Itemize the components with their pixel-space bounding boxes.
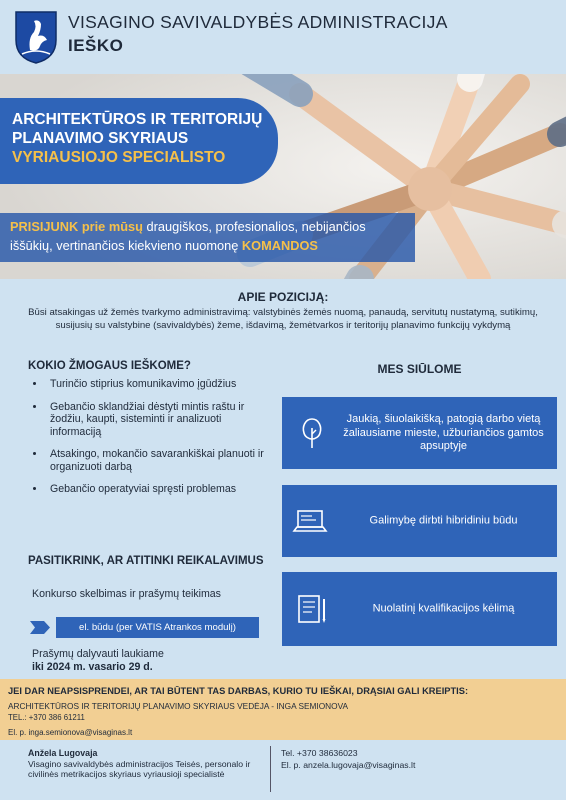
organization-name: VISAGINO SAVIVALDYBĖS ADMINISTRACIJA bbox=[68, 12, 448, 32]
position-title-line3: VYRIAUSIOJO SPECIALISTO bbox=[12, 149, 226, 166]
list-item: • Gebančio operatyviai spręsti problemas bbox=[46, 483, 273, 496]
contact-phone: TEL.: +370 386 61211 bbox=[8, 713, 85, 722]
list-item: • Turinčio stiprius komunikavimo įgūdžius bbox=[46, 378, 273, 391]
contact-headline: JEI DAR NEAPSISPRENDEI, AR TAI BŪTENT TAS DARBAS, KURIO TU IEŠKAI, DRĄSIAI GALI KREIPTIS: bbox=[8, 686, 469, 696]
coat-of-arms-icon bbox=[14, 10, 58, 64]
apply-online-button[interactable]: el. būdu (per VATIS Atrankos modulį) bbox=[56, 617, 259, 638]
list-item: • Atsakingo, mokančio savarankiškai planuoti ir organizuoti darbą bbox=[46, 448, 273, 473]
apply-text: Konkurso skelbimas ir prašymų teikimas bbox=[32, 588, 221, 600]
footer-phone: Tel. +370 38636023 bbox=[281, 748, 358, 758]
arrow-right-icon bbox=[30, 621, 50, 634]
offer-text: Galimybę dirbti hibridiniu būdu bbox=[369, 514, 518, 527]
offer-card-workplace bbox=[282, 397, 557, 469]
footer-divider bbox=[270, 746, 271, 792]
list-item: • Gebančio sklandžiai dėstyti mintis raštu ir žodžiu, kaupti, sisteminti ir analizuoti informaciją bbox=[46, 401, 273, 439]
seeking-label: IEŠKO bbox=[68, 36, 124, 55]
slogan-text: draugiškos, profesionalios, nebijančios iššūkių, vertinančios kiekvieno nuomonę bbox=[10, 219, 366, 253]
contact-person: ARCHITEKTŪROS IR TERITORIJŲ PLANAVIMO SKYRIAUS VEDĖJA - INGA SEMIONOVA bbox=[8, 701, 349, 711]
tree-icon bbox=[294, 415, 330, 451]
requirements-list bbox=[28, 378, 273, 496]
deadline bbox=[32, 648, 292, 674]
offer-card-hybrid bbox=[282, 485, 557, 557]
about-text: Būsi atsakingas už žemės tvarkymo administravimą: valstybinės žemės nuomą, panaudą, servitutų nustatymą, sutikimų, susijusių su valstybine (savivaldybės) žeme, išdavimą, žemėtvarkos ir teritorijų planavimo funkcijų vykdymą bbox=[28, 307, 538, 331]
position-title-line2: PLANAVIMO SKYRIAUS bbox=[12, 130, 189, 147]
footer-contact bbox=[28, 748, 268, 780]
position-title bbox=[0, 98, 278, 184]
contact-band bbox=[0, 679, 566, 740]
footer-role: Visagino savivaldybės administracijos Teisės, personalo ir civilinės metrikacijos skyriaus vyriausioji specialistė bbox=[28, 758, 251, 779]
header bbox=[0, 0, 566, 74]
deadline-date: iki 2024 m. vasario 29 d. bbox=[32, 661, 153, 673]
contact-email-link[interactable]: El. p. inga.semionova@visaginas.lt bbox=[8, 728, 133, 737]
slogan-accent-join: PRISIJUNK prie mūsų bbox=[10, 219, 143, 234]
about-title: APIE POZICIJĄ: bbox=[237, 290, 329, 304]
deadline-text: Prašymų dalyvauti laukiame bbox=[32, 648, 164, 660]
footer-details bbox=[281, 748, 415, 771]
laptop-icon bbox=[290, 503, 330, 539]
requirements-section bbox=[28, 360, 273, 506]
position-title-line1: ARCHITEKTŪROS IR TERITORIJŲ bbox=[12, 111, 263, 128]
notebook-pen-icon bbox=[294, 591, 330, 627]
footer-email-link[interactable]: El. p. anzela.lugovaja@visaginas.lt bbox=[281, 759, 416, 770]
offer-text: Jaukią, šiuolaikišką, patogią darbo vietą žaliausiame mieste, užburiančios gamtos apsuptyje bbox=[343, 412, 544, 452]
requirements-title: KOKIO ŽMOGAUS IEŠKOME? bbox=[28, 360, 191, 372]
footer-name: Anželа Lugovaja bbox=[28, 748, 98, 758]
offer-text: Nuolatinį kvalifikacijos kėlimą bbox=[372, 602, 515, 615]
team-slogan bbox=[0, 213, 415, 262]
apply-title: PASITIKRINK, AR ATITINKI REIKALAVIMUS bbox=[28, 555, 264, 567]
hero-banner bbox=[0, 74, 566, 279]
offers-title: MES SIŪLOME bbox=[377, 362, 462, 376]
slogan-accent-team: KOMANDOS bbox=[241, 238, 318, 253]
offer-card-qualification bbox=[282, 572, 557, 646]
